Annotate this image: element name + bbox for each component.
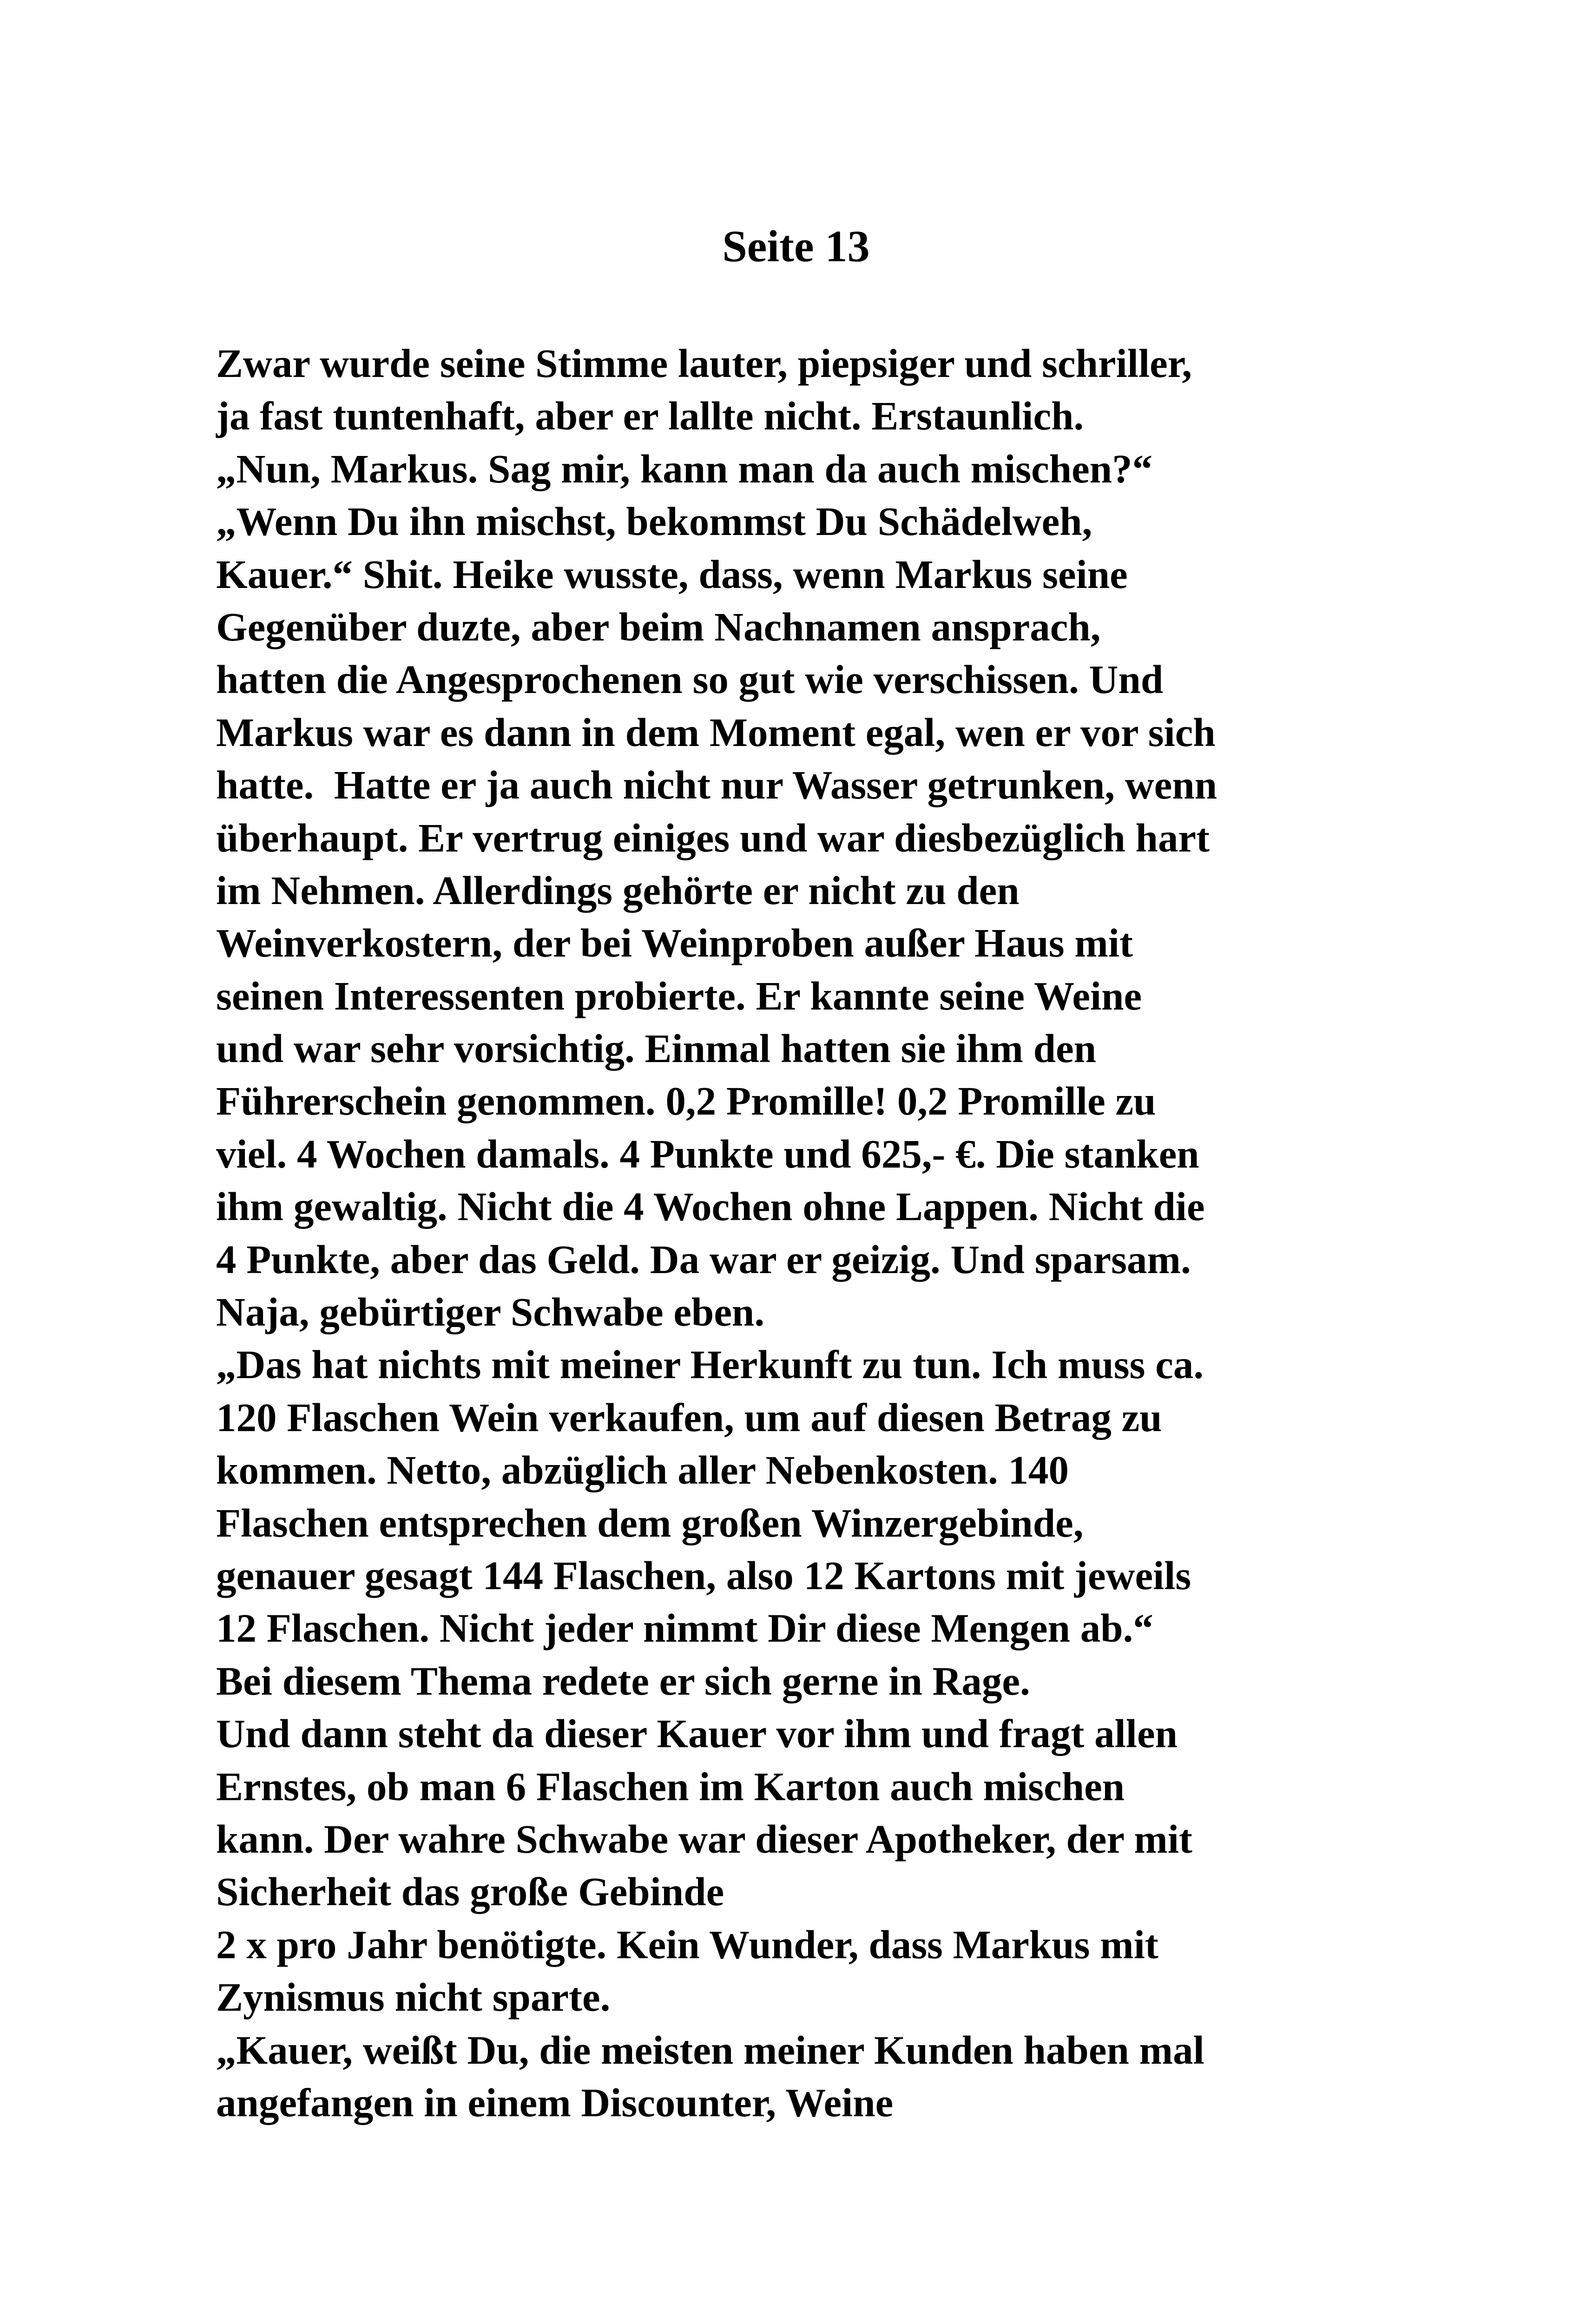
text-line: 120 Flaschen Wein verkaufen, um auf diesen Betrag zu — [216, 1394, 1162, 1440]
text-line: Bei diesem Thema redete er sich gerne in Rage. — [216, 1658, 1030, 1703]
text-line: viel. 4 Wochen damals. 4 Punkte und 625,- €. Die stanken — [216, 1131, 1199, 1176]
text-line: Kauer.“ Shit. Heike wusste, dass, wenn Markus seine — [216, 551, 1128, 597]
text-line: „Kauer, weißt Du, die meisten meiner Kunden haben mal — [216, 2027, 1204, 2073]
text-line: hatten die Angesprochenen so gut wie verschissen. Und — [216, 657, 1164, 702]
text-line: Naja, gebürtiger Schwabe eben. — [216, 1289, 765, 1335]
text-line: Flaschen entsprechen dem großen Winzergebinde, — [216, 1500, 1084, 1545]
text-line: Sicherheit das große Gebinde — [216, 1869, 724, 1915]
text-line: 4 Punkte, aber das Geld. Da war er geizig. Und sparsam. — [216, 1236, 1191, 1282]
text-line: überhaupt. Er vertrug einiges und war diesbezüglich hart — [216, 815, 1210, 860]
text-line: kommen. Netto, abzüglich aller Nebenkosten. 140 — [216, 1447, 1069, 1493]
text-line: ihm gewaltig. Nicht die 4 Wochen ohne Lappen. Nicht die — [216, 1184, 1205, 1229]
text-line: Ernstes, ob man 6 Flaschen im Karton auch mischen — [216, 1763, 1125, 1809]
text-line: Zynismus nicht sparte. — [216, 1974, 611, 2020]
page-title: Seite 13 — [722, 221, 870, 271]
text-line: „Nun, Markus. Sag mir, kann man da auch mischen?“ — [216, 446, 1153, 491]
text-line: Markus war es dann in dem Moment egal, wen er vor sich — [216, 709, 1216, 755]
text-line: seinen Interessenten probierte. Er kannte seine Weine — [216, 973, 1142, 1018]
text-line: ja fast tuntenhaft, aber er lallte nicht. Erstaunlich. — [216, 393, 1084, 439]
text-line: Weinverkostern, der bei Weinproben außer Haus mit — [216, 920, 1133, 966]
text-line: angefangen in einem Discounter, Weine — [216, 2080, 894, 2125]
text-line: „Wenn Du ihn mischst, bekommst Du Schädelweh, — [216, 499, 1092, 544]
text-line: 12 Flaschen. Nicht jeder nimmt Dir diese Mengen ab.“ — [216, 1605, 1153, 1651]
text-line: Zwar wurde seine Stimme lauter, piepsiger und schriller, — [216, 341, 1192, 386]
text-line: „Das hat nichts mit meiner Herkunft zu tun. Ich muss ca. — [216, 1342, 1204, 1387]
text-line: Und dann steht da dieser Kauer vor ihm und fragt allen — [216, 1711, 1178, 1756]
text-line: kann. Der wahre Schwabe war dieser Apotheker, der mit — [216, 1816, 1192, 1862]
text-line: und war sehr vorsichtig. Einmal hatten sie ihm den — [216, 1026, 1097, 1071]
text-line: hatte. Hatte er ja auch nicht nur Wasser getrunken, wenn — [216, 762, 1217, 808]
text-line: Gegenüber duzte, aber beim Nachnamen ansprach, — [216, 604, 1101, 649]
text-line: genauer gesagt 144 Flaschen, also 12 Kartons mit jeweils — [216, 1552, 1191, 1598]
text-line: Führerschein genommen. 0,2 Promille! 0,2 Promille zu — [216, 1078, 1156, 1124]
text-line: im Nehmen. Allerdings gehörte er nicht zu den — [216, 867, 1020, 913]
body-text — [216, 337, 1424, 2129]
text-line: 2 x pro Jahr benötigte. Kein Wunder, dass Markus mit — [216, 1921, 1158, 1967]
